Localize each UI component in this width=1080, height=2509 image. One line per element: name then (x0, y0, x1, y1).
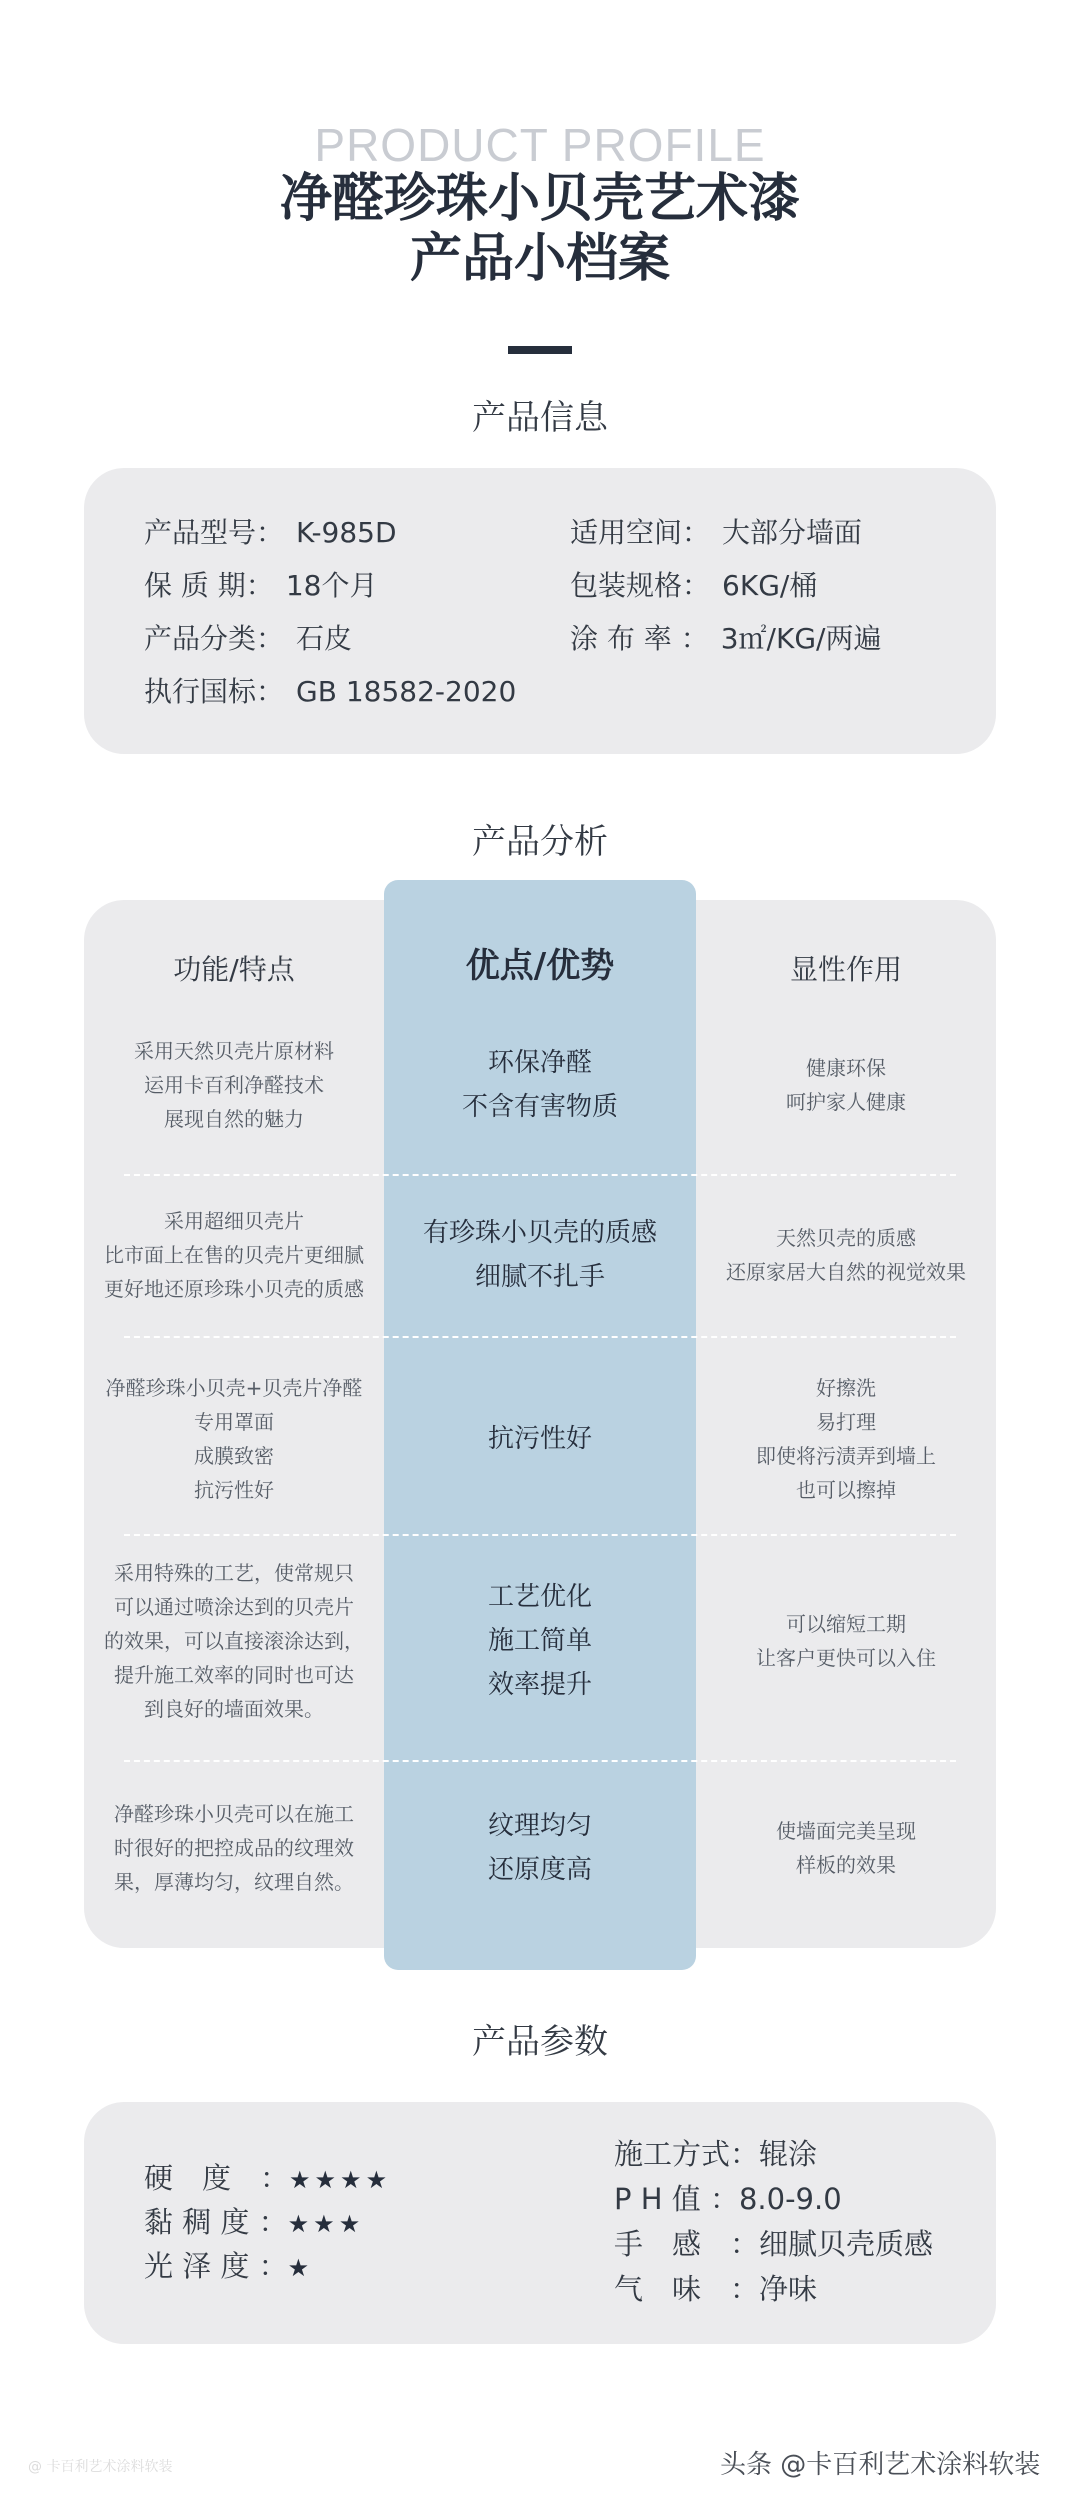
param-label: 硬 度 ： (144, 2161, 290, 2195)
text-line: 还原度高 (487, 1855, 592, 1885)
page-title-line1: 净醛珍珠小贝壳艺术漆 (279, 169, 800, 229)
text-line: 运用卡百利净醛技术 (144, 1073, 324, 1097)
text-line: 的效果，可以直接滚涂达到， (104, 1629, 364, 1653)
text-line: 净醛珍珠小贝壳+贝壳片净醛 (105, 1376, 363, 1400)
param-label: 施工方式： (614, 2137, 760, 2171)
param-hardness (144, 2158, 391, 2200)
param-value: 细腻贝壳质感 (759, 2227, 934, 2261)
param-value: 辊涂 (759, 2137, 818, 2171)
text-line: 工艺优化 (487, 1582, 592, 1612)
text-line: 果，厚薄均匀，纹理自然。 (114, 1870, 354, 1894)
param-value: 净味 (759, 2272, 818, 2306)
param-label: 手 感 ： (614, 2227, 760, 2261)
star-icon: ★ (338, 2210, 361, 2238)
row2-feature (84, 1200, 384, 1310)
row-divider (124, 1760, 956, 1762)
row3-advantage (384, 1364, 696, 1514)
row5-feature (84, 1788, 384, 1908)
info-space (570, 515, 862, 551)
info-label: 包装规格： (570, 569, 711, 602)
info-label: 产品分类： (144, 622, 285, 655)
rating-stars (288, 2205, 365, 2239)
text-line: 不含有害物质 (461, 1092, 618, 1122)
info-label: 涂 布 率 ： (570, 622, 709, 655)
param-value: 8.0-9.0 (738, 2182, 842, 2216)
star-icon: ★ (365, 2166, 388, 2194)
text-line: 比市面上在售的贝壳片更细腻 (104, 1243, 364, 1267)
row4-effect (696, 1548, 996, 1734)
text-line: 也可以擦掉 (796, 1478, 896, 1502)
info-label: 产品型号： (144, 516, 285, 549)
info-category (144, 621, 352, 657)
param-label: 黏 稠 度 ： (144, 2205, 288, 2239)
info-coverage (570, 621, 881, 657)
row3-feature (84, 1364, 384, 1514)
row3-effect (696, 1364, 996, 1514)
info-card (84, 468, 996, 754)
text-line: 环保净醛 (487, 1048, 592, 1078)
text-line: 时很好的把控成品的纹理效 (114, 1836, 354, 1860)
page-title-line2: 产品小档案 (409, 229, 670, 289)
text-line: 净醛珍珠小贝壳可以在施工 (114, 1802, 354, 1826)
watermark-left: @ 卡百利艺术涂料软装 (28, 2459, 173, 2475)
info-standard (144, 674, 516, 710)
param-label: P H 值 ： (614, 2182, 739, 2216)
section-title-info: 产品信息 (472, 398, 608, 438)
info-shelf-life (144, 568, 377, 604)
rating-stars (288, 2249, 314, 2283)
text-line: 即使将污渍弄到墙上 (756, 1444, 936, 1468)
text-line: 呵护家人健康 (786, 1090, 906, 1114)
param-ph (614, 2179, 842, 2219)
param-gloss (144, 2246, 313, 2288)
title-divider (508, 346, 572, 354)
text-line: 健康环保 (806, 1056, 886, 1080)
row-divider (124, 1174, 956, 1176)
info-value: GB 18582-2020 (296, 675, 517, 708)
param-label: 光 泽 度 ： (144, 2249, 288, 2283)
text-line: 可以缩短工期 (786, 1612, 906, 1636)
text-line: 专用罩面 (194, 1410, 274, 1434)
star-icon: ★ (289, 2166, 311, 2194)
star-icon: ★ (314, 2166, 337, 2194)
text-line: 采用超细贝壳片 (164, 1209, 304, 1233)
row-divider (124, 1336, 956, 1338)
info-value: 3㎡/KG/两遍 (720, 622, 882, 655)
header-advantages: 优点/优势 (465, 946, 615, 986)
row2-effect (696, 1200, 996, 1310)
star-icon: ★ (313, 2210, 335, 2238)
text-line: 有珍珠小贝壳的质感 (422, 1218, 657, 1248)
text-line: 纹理均匀 (487, 1811, 592, 1841)
info-value: 18个月 (285, 569, 378, 602)
section-title-analysis: 产品分析 (472, 822, 608, 862)
text-line: 到良好的墙面效果。 (144, 1697, 324, 1721)
text-line: 更好地还原珍珠小贝壳的质感 (104, 1277, 364, 1301)
text-line: 细腻不扎手 (474, 1262, 605, 1292)
star-icon: ★ (287, 2254, 310, 2282)
row-divider (124, 1534, 956, 1536)
param-feel (614, 2224, 933, 2264)
row1-feature (84, 1030, 384, 1140)
text-line: 抗污性好 (487, 1424, 592, 1454)
text-line: 可以通过喷涂达到的贝壳片 (114, 1595, 354, 1619)
text-line: 提升施工效率的同时也可达 (114, 1663, 354, 1687)
row5-effect (696, 1788, 996, 1908)
info-label: 执行国标： (144, 675, 285, 708)
header-features: 功能/特点 (173, 953, 295, 986)
english-title: PRODUCT PROFILE (314, 119, 766, 171)
text-line: 好擦洗 (816, 1376, 876, 1400)
text-line: 施工简单 (487, 1626, 592, 1656)
info-value: 6KG/桶 (722, 569, 818, 602)
param-odor (614, 2269, 817, 2309)
text-line: 易打理 (816, 1410, 876, 1434)
row5-advantage (384, 1788, 696, 1908)
param-label: 气 味 ： (614, 2272, 760, 2306)
text-line: 展现自然的魅力 (164, 1107, 304, 1131)
text-line: 使墙面完美呈现 (776, 1819, 916, 1843)
text-line: 成膜致密 (194, 1444, 274, 1468)
info-value: 大部分墙面 (722, 516, 863, 549)
info-value: 石皮 (296, 622, 353, 655)
header-effects: 显性作用 (789, 953, 902, 986)
info-value: K-985D (296, 516, 397, 549)
row1-advantage (384, 1030, 696, 1140)
info-model (144, 515, 397, 551)
info-package (570, 568, 817, 604)
text-line: 样板的效果 (796, 1853, 896, 1877)
section-title-params: 产品参数 (472, 2022, 608, 2062)
text-line: 天然贝壳的质感 (776, 1226, 916, 1250)
rating-stars (289, 2161, 391, 2195)
star-icon: ★ (287, 2210, 310, 2238)
star-icon: ★ (340, 2166, 362, 2194)
text-line: 让客户更快可以入住 (756, 1646, 936, 1670)
text-line: 效率提升 (487, 1670, 592, 1700)
param-viscosity (144, 2202, 364, 2244)
row1-effect (696, 1030, 996, 1140)
text-line: 抗污性好 (194, 1478, 274, 1502)
row4-advantage (384, 1548, 696, 1734)
row4-feature (84, 1548, 384, 1734)
text-line: 采用天然贝壳片原材料 (134, 1039, 334, 1063)
row2-advantage (384, 1200, 696, 1310)
info-label: 适用空间： (570, 516, 711, 549)
text-line: 采用特殊的工艺，使常规只 (114, 1561, 354, 1585)
info-label: 保 质 期： (144, 569, 274, 602)
text-line: 还原家居大自然的视觉效果 (726, 1260, 966, 1284)
watermark-right: 头条 @卡百利艺术涂料软装 (720, 2450, 1041, 2480)
param-method (614, 2134, 817, 2174)
